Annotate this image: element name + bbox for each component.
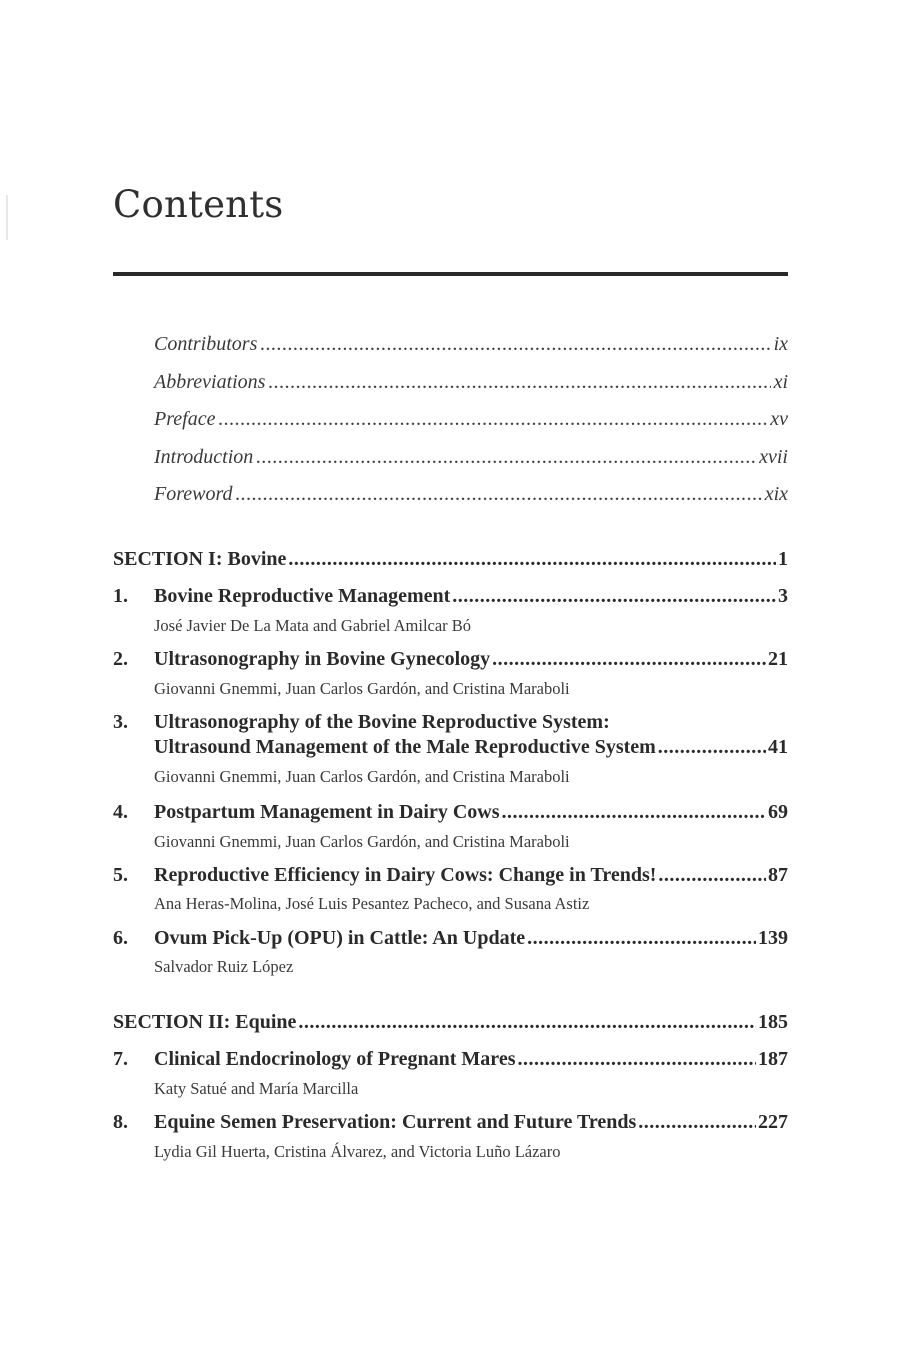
- chapter-title: Equine Semen Preservation: Current and Future Trends: [154, 1111, 637, 1133]
- chapter-title: Ovum Pick-Up (OPU) in Cattle: An Update: [154, 927, 526, 949]
- section-page: 185: [758, 1011, 788, 1033]
- front-matter-item-abbreviations[interactable]: [154, 371, 788, 409]
- chapter-entry-6[interactable]: [113, 927, 788, 950]
- front-matter-page: xv: [770, 408, 788, 430]
- dot-leader: [638, 1111, 756, 1134]
- chapter-entry-4[interactable]: [113, 801, 788, 824]
- chapter-entry-8[interactable]: [113, 1111, 788, 1134]
- dot-leader: [298, 1011, 756, 1034]
- chapter-title: Postpartum Management in Dairy Cows: [154, 801, 500, 823]
- chapter-page: 139: [758, 927, 788, 949]
- section-label: SECTION II: Equine: [113, 1011, 297, 1033]
- front-matter-item-contributors[interactable]: [154, 333, 788, 371]
- dot-leader: [502, 801, 766, 824]
- dot-leader: [452, 585, 776, 608]
- chapter-page: 41: [768, 736, 788, 758]
- dot-leader: [236, 483, 762, 506]
- section-label: SECTION I: Bovine: [113, 548, 287, 570]
- chapter-page: 227: [758, 1111, 788, 1133]
- chapter-authors: Ana Heras-Molina, José Luis Pesantez Pacheco, and Susana Astiz: [154, 894, 590, 913]
- chapter-number: 6.: [113, 927, 128, 949]
- section-page: 1: [778, 548, 788, 570]
- chapter-title: Reproductive Efficiency in Dairy Cows: Change in Trends!: [154, 864, 657, 886]
- front-matter-page: ix: [773, 333, 788, 355]
- chapter-page: 3: [778, 585, 788, 607]
- chapter-authors: José Javier De La Mata and Gabriel Amilcar Bó: [154, 616, 472, 635]
- chapter-number: 1.: [113, 585, 128, 607]
- dot-leader: [658, 864, 766, 887]
- front-matter-item-introduction[interactable]: [154, 446, 788, 484]
- front-matter-label: Contributors: [154, 333, 258, 355]
- section-heading-bovine[interactable]: [113, 548, 788, 571]
- section-heading-equine[interactable]: [113, 1011, 788, 1034]
- dot-leader: [268, 371, 770, 394]
- dot-leader: [658, 736, 766, 759]
- margin-watermark-mark: [3, 195, 11, 240]
- chapter-entry-3-continued[interactable]: [154, 736, 788, 759]
- chapter-number: 4.: [113, 801, 128, 823]
- dot-leader: [256, 446, 756, 469]
- chapter-entry-3[interactable]: [113, 711, 788, 734]
- dot-leader: [492, 648, 766, 671]
- chapter-title: Ultrasonography in Bovine Gynecology: [154, 648, 491, 670]
- dot-leader: [527, 927, 756, 950]
- chapter-authors: Lydia Gil Huerta, Cristina Álvarez, and Victoria Luño Lázaro: [154, 1142, 561, 1161]
- front-matter-label: Foreword: [154, 483, 233, 505]
- chapter-number: 3.: [113, 711, 128, 733]
- title-rule: [113, 272, 788, 276]
- front-matter-label: Introduction: [154, 445, 254, 468]
- chapter-number: 2.: [113, 648, 128, 670]
- chapter-number: 7.: [113, 1048, 128, 1070]
- chapter-number: 8.: [113, 1111, 128, 1133]
- chapter-authors: Salvador Ruiz López: [154, 957, 294, 976]
- chapter-authors: Giovanni Gnemmi, Juan Carlos Gardón, and Cristina Maraboli: [154, 679, 570, 698]
- page-title: Contents: [113, 183, 284, 226]
- chapter-authors: Giovanni Gnemmi, Juan Carlos Gardón, and Cristina Maraboli: [154, 832, 570, 851]
- front-matter-item-foreword[interactable]: [154, 483, 788, 521]
- chapter-entry-1[interactable]: [113, 585, 788, 608]
- front-matter-label: Preface: [154, 408, 216, 430]
- chapter-authors: Giovanni Gnemmi, Juan Carlos Gardón, and Cristina Maraboli: [154, 767, 570, 786]
- dot-leader: [517, 1048, 756, 1071]
- chapter-title: Ultrasonography of the Bovine Reproductive System:: [154, 711, 610, 733]
- chapter-entry-5[interactable]: [113, 864, 788, 887]
- front-matter-page: xix: [764, 483, 788, 505]
- chapter-number: 5.: [113, 864, 128, 886]
- front-matter-list: [154, 333, 788, 521]
- chapter-title: Clinical Endocrinology of Pregnant Mares: [154, 1048, 516, 1070]
- front-matter-label: Abbreviations: [154, 370, 266, 393]
- dot-leader: [218, 408, 767, 431]
- chapter-title: Bovine Reproductive Management: [154, 585, 451, 607]
- dot-leader: [288, 548, 776, 571]
- chapter-page: 187: [758, 1048, 788, 1070]
- chapter-page: 21: [768, 648, 788, 670]
- chapter-page: 87: [768, 864, 788, 886]
- front-matter-page: xvii: [759, 445, 788, 468]
- chapter-page: 69: [768, 801, 788, 823]
- chapter-entry-7[interactable]: [113, 1048, 788, 1071]
- front-matter-page: xi: [773, 370, 788, 393]
- front-matter-item-preface[interactable]: [154, 408, 788, 446]
- dot-leader: [260, 333, 770, 356]
- chapter-entry-2[interactable]: [113, 648, 788, 671]
- chapter-authors: Katy Satué and María Marcilla: [154, 1079, 359, 1098]
- chapter-title-continued: Ultrasound Management of the Male Reproductive System: [154, 736, 656, 758]
